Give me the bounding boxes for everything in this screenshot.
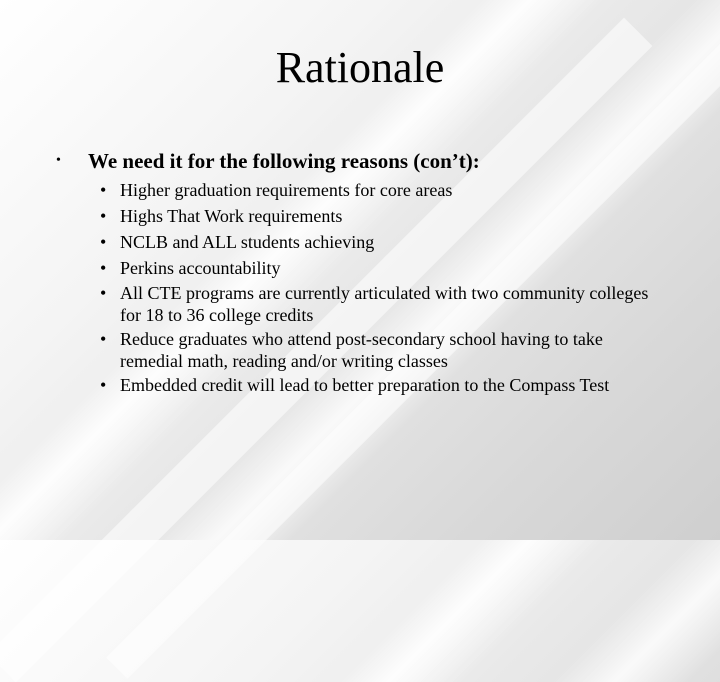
list-item-text: Highs That Work requirements <box>120 206 343 226</box>
bullet-icon: • <box>100 206 107 226</box>
main-bullet-text: We need it for the following reasons (con’t): <box>88 149 480 173</box>
list-item <box>100 178 670 202</box>
list-item <box>100 204 670 228</box>
list-item-text: Reduce graduates who attend post-secondary school having to take remedial math, reading and/or writing classes <box>120 329 603 371</box>
list-item <box>100 282 670 326</box>
list-item-text: All CTE programs are currently articulated with two community colleges for 18 to 36 college credits <box>120 283 649 325</box>
list-item <box>100 256 670 280</box>
bullet-icon: • <box>100 375 107 395</box>
bullet-icon: • <box>100 329 107 349</box>
slide-title: Rationale <box>275 43 445 92</box>
bullet-icon: • <box>100 283 107 303</box>
list-item-text: NCLB and ALL students achieving <box>120 232 375 252</box>
list-item <box>100 374 670 396</box>
list-item-text: Higher graduation requirements for core areas <box>120 180 453 200</box>
list-item <box>100 230 670 254</box>
list-item <box>100 328 670 372</box>
bullet-icon: • <box>100 180 107 200</box>
sub-bullet-list <box>100 178 670 398</box>
list-item-text: Perkins accountability <box>120 258 281 278</box>
bullet-icon: • <box>100 258 107 278</box>
list-item-text: Embedded credit will lead to better preparation to the Compass Test <box>120 375 610 395</box>
bullet-icon: • <box>56 153 61 168</box>
bullet-icon: • <box>100 232 107 252</box>
